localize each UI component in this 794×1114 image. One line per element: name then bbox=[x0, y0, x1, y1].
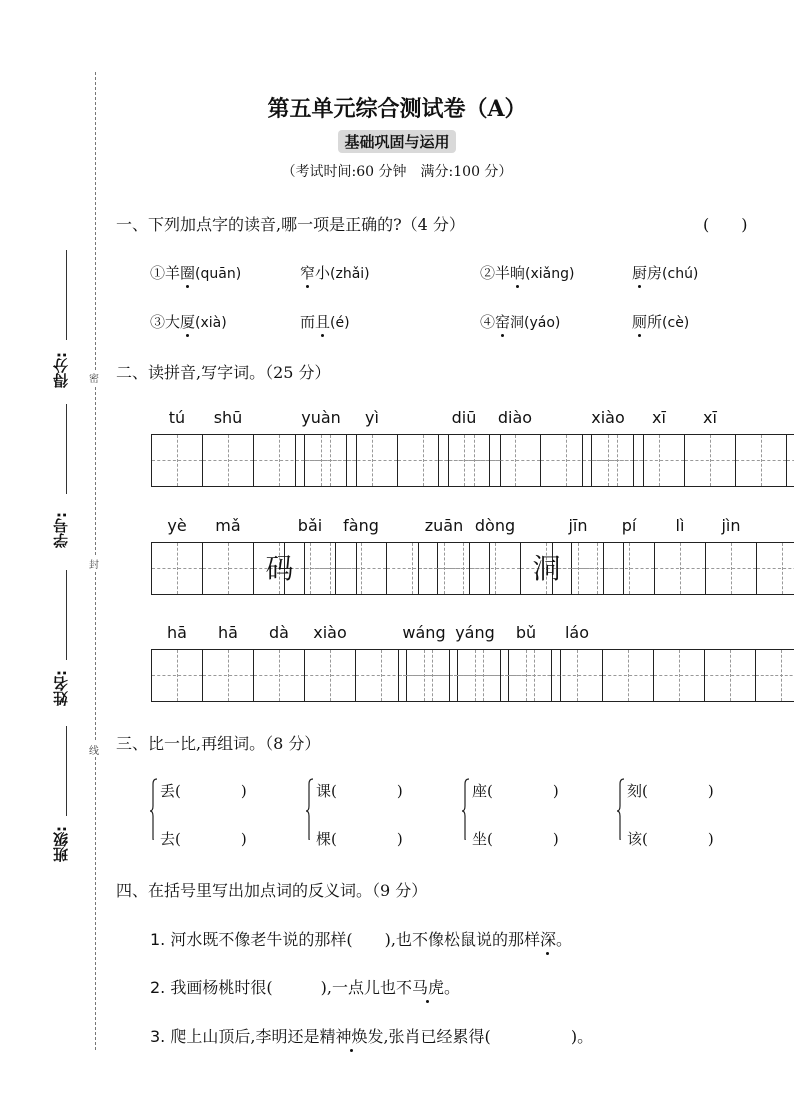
q2-grid-cell[interactable] bbox=[787, 435, 794, 486]
fold-mark-feng: 封 bbox=[89, 556, 99, 571]
q2-grid-cell[interactable] bbox=[634, 435, 685, 486]
q2-cell-char bbox=[203, 650, 254, 701]
q2-grid-cell[interactable] bbox=[655, 543, 706, 594]
q2-cell-char bbox=[152, 543, 203, 594]
q2-pinyin: jìn bbox=[721, 516, 741, 535]
q2-cell-char bbox=[654, 650, 705, 701]
q2-pinyin: yáng bbox=[455, 623, 495, 642]
q1-answer-box[interactable]: ( ) bbox=[703, 215, 748, 234]
q2-grid-cell[interactable] bbox=[152, 435, 203, 486]
q2-grid-cell[interactable] bbox=[203, 543, 254, 594]
page-title: 第五单元综合测试卷（A） bbox=[267, 96, 527, 122]
q2-grid-cell[interactable] bbox=[654, 650, 705, 701]
q2-cell-char bbox=[757, 543, 794, 594]
q3-compare-bottom[interactable]: 坐( ) bbox=[472, 830, 559, 848]
q2-pinyin: yì bbox=[365, 408, 379, 427]
q2-writing-grid bbox=[398, 649, 794, 702]
q2-cell-char: 洞 bbox=[532, 552, 561, 585]
class-label: 班级: bbox=[52, 826, 70, 862]
q2-pinyin: mǎ bbox=[215, 516, 241, 535]
q2-writing-grid bbox=[582, 434, 794, 487]
q2-grid-cell[interactable] bbox=[336, 543, 387, 594]
q4-sentence-1[interactable]: 1. 河水既不像老牛说的那样( ),也不像松鼠说的那样深。 bbox=[150, 930, 572, 949]
q4-sentence-3[interactable]: 3. 爬上山顶后,李明还是精神焕发,张肖已经累得( )。 bbox=[150, 1027, 594, 1046]
q2-pinyin: jīn bbox=[568, 516, 588, 535]
q2-cell-char bbox=[254, 650, 305, 701]
q2-cell-char bbox=[706, 543, 757, 594]
q2-grid-cell[interactable] bbox=[419, 543, 470, 594]
q2-cell-char bbox=[603, 650, 654, 701]
q2-cell-char bbox=[604, 543, 655, 594]
fold-mark-mi: 密 bbox=[89, 370, 99, 385]
q2-pinyin: xiào bbox=[313, 623, 347, 642]
q2-cell-char bbox=[685, 435, 736, 486]
q2-pinyin: diū bbox=[451, 408, 477, 427]
q2-pinyin: yuàn bbox=[301, 408, 341, 427]
q2-cell-char bbox=[470, 543, 521, 594]
q2-cell-char bbox=[501, 650, 552, 701]
q2-grid-cell[interactable] bbox=[152, 543, 203, 594]
q2-cell-char bbox=[583, 435, 634, 486]
q4-sentence-2[interactable]: 2. 我画杨桃时很( ),一点儿也不马虎。 bbox=[150, 978, 460, 997]
score-line-lower[interactable] bbox=[66, 404, 67, 494]
q2-cell-char bbox=[336, 543, 387, 594]
q2-cell-char bbox=[296, 435, 347, 486]
brace-icon bbox=[617, 778, 625, 840]
score-label: 得分: bbox=[52, 352, 70, 388]
q2-grid-cell[interactable] bbox=[501, 650, 552, 701]
q2-grid-cell[interactable] bbox=[552, 650, 603, 701]
q2-grid-cell[interactable] bbox=[296, 435, 347, 486]
q1-option-2b: 厨房(chú) bbox=[632, 264, 699, 282]
brace-icon bbox=[462, 778, 470, 840]
q1-option-1b: 窄小(zhǎi) bbox=[300, 264, 370, 282]
q1-option-3b: 而且(é) bbox=[300, 313, 350, 331]
q2-grid-cell[interactable] bbox=[305, 650, 356, 701]
name-line[interactable] bbox=[66, 726, 67, 816]
q2-grid-cell[interactable] bbox=[470, 543, 521, 594]
q2-cell-char bbox=[419, 543, 470, 594]
q2-grid-cell[interactable] bbox=[705, 650, 756, 701]
q2-grid-cell[interactable] bbox=[439, 435, 490, 486]
q2-pinyin: fàng bbox=[343, 516, 379, 535]
q2-cell-char bbox=[285, 543, 336, 594]
q2-cell-char bbox=[439, 435, 490, 486]
q2-cell-char bbox=[203, 543, 254, 594]
q2-heading: 二、读拼音,写字词。（25 分） bbox=[116, 363, 331, 382]
brace-icon bbox=[306, 778, 314, 840]
q2-pinyin: dà bbox=[269, 623, 289, 642]
q1-heading: 一、下列加点字的读音,哪一项是正确的?（4 分） bbox=[116, 215, 465, 234]
q2-pinyin: dòng bbox=[474, 516, 516, 535]
q1-option-2a[interactable]: ②半晌(xiǎng) bbox=[480, 264, 575, 282]
q2-grid-cell[interactable] bbox=[706, 543, 757, 594]
student-id-label: 学号: bbox=[52, 512, 70, 548]
q2-pinyin: tú bbox=[168, 408, 186, 427]
q2-cell-char bbox=[152, 650, 203, 701]
q1-option-3a[interactable]: ③大厦(xià) bbox=[150, 313, 227, 331]
q3-heading: 三、比一比,再组词。（8 分） bbox=[116, 734, 321, 753]
q2-grid-cell[interactable] bbox=[203, 650, 254, 701]
q2-pinyin: bǔ bbox=[515, 623, 537, 642]
q2-cell-char bbox=[634, 435, 685, 486]
q2-pinyin: wáng bbox=[402, 623, 446, 642]
q2-grid-cell[interactable] bbox=[583, 435, 634, 486]
q2-cell-char bbox=[399, 650, 450, 701]
q2-grid-cell[interactable] bbox=[285, 543, 336, 594]
q2-pinyin: xī bbox=[703, 408, 717, 427]
q1-option-4a[interactable]: ④窑洞(yáo) bbox=[480, 313, 561, 331]
q2-cell-char bbox=[553, 543, 604, 594]
q2-pinyin: xī bbox=[652, 408, 666, 427]
page-subtitle: 基础巩固与运用 bbox=[338, 130, 455, 153]
fold-mark-xian: 线 bbox=[89, 742, 99, 757]
q2-pinyin: bǎi bbox=[297, 516, 323, 535]
score-line[interactable] bbox=[66, 250, 67, 340]
q2-grid-cell[interactable] bbox=[604, 543, 655, 594]
q2-grid-cell[interactable] bbox=[685, 435, 736, 486]
q2-cell-char bbox=[787, 435, 794, 486]
q2-grid-cell[interactable] bbox=[490, 435, 541, 486]
q2-grid-cell[interactable] bbox=[756, 650, 794, 701]
q2-pinyin: shū bbox=[213, 408, 243, 427]
q2-cell-char bbox=[347, 435, 398, 486]
q2-cell-char bbox=[305, 650, 356, 701]
q2-pinyin: xiào bbox=[591, 408, 625, 427]
q2-pinyin: diào bbox=[497, 408, 533, 427]
q2-grid-cell[interactable] bbox=[757, 543, 794, 594]
q2-grid-cell[interactable] bbox=[152, 650, 203, 701]
q3-compare-bottom[interactable]: 去( ) bbox=[160, 830, 247, 848]
q2-cell-char bbox=[552, 650, 603, 701]
q2-grid-cell[interactable] bbox=[203, 435, 254, 486]
q3-compare-bottom[interactable]: 该( ) bbox=[627, 830, 714, 848]
exam-info: （考试时间:60 分钟 满分:100 分） bbox=[281, 164, 513, 180]
q3-compare-top[interactable]: 座( ) bbox=[472, 782, 559, 800]
q2-cell-char bbox=[152, 435, 203, 486]
q2-pinyin: láo bbox=[564, 623, 590, 642]
q2-cell-char bbox=[655, 543, 706, 594]
q4-heading: 四、在括号里写出加点词的反义词。（9 分） bbox=[116, 881, 428, 900]
q3-compare-bottom[interactable]: 棵( ) bbox=[316, 830, 403, 848]
q2-cell-char bbox=[736, 435, 787, 486]
q2-cell-char bbox=[490, 435, 541, 486]
q2-pinyin: zuān bbox=[424, 516, 464, 535]
q2-grid-cell[interactable] bbox=[347, 435, 398, 486]
q2-grid-cell[interactable] bbox=[603, 650, 654, 701]
q1-option-4b: 厕所(cè) bbox=[632, 313, 690, 331]
q2-pinyin: yè bbox=[167, 516, 187, 535]
student-id-line[interactable] bbox=[66, 570, 67, 660]
q3-compare-top[interactable]: 丢( ) bbox=[160, 782, 247, 800]
q2-grid-cell[interactable] bbox=[553, 543, 604, 594]
q3-compare-top[interactable]: 课( ) bbox=[316, 782, 403, 800]
q2-grid-cell[interactable] bbox=[450, 650, 501, 701]
q2-cell-char: 码 bbox=[265, 552, 294, 585]
q2-writing-grid bbox=[552, 542, 794, 595]
q2-grid-cell[interactable] bbox=[254, 650, 305, 701]
q2-pinyin: hā bbox=[167, 623, 187, 642]
brace-icon bbox=[150, 778, 158, 840]
q1-option-1a[interactable]: ①羊圈(quān) bbox=[150, 264, 242, 282]
q2-cell-char bbox=[756, 650, 794, 701]
q2-pinyin: lì bbox=[675, 516, 685, 535]
q2-pinyin: hā bbox=[218, 623, 238, 642]
q2-cell-char bbox=[705, 650, 756, 701]
q3-compare-top[interactable]: 刻( ) bbox=[627, 782, 714, 800]
q2-grid-cell[interactable] bbox=[399, 650, 450, 701]
q2-cell-char bbox=[450, 650, 501, 701]
q2-grid-cell[interactable] bbox=[736, 435, 787, 486]
name-label: 姓名: bbox=[52, 670, 70, 706]
q2-cell-char bbox=[203, 435, 254, 486]
q2-pinyin: pí bbox=[621, 516, 637, 535]
